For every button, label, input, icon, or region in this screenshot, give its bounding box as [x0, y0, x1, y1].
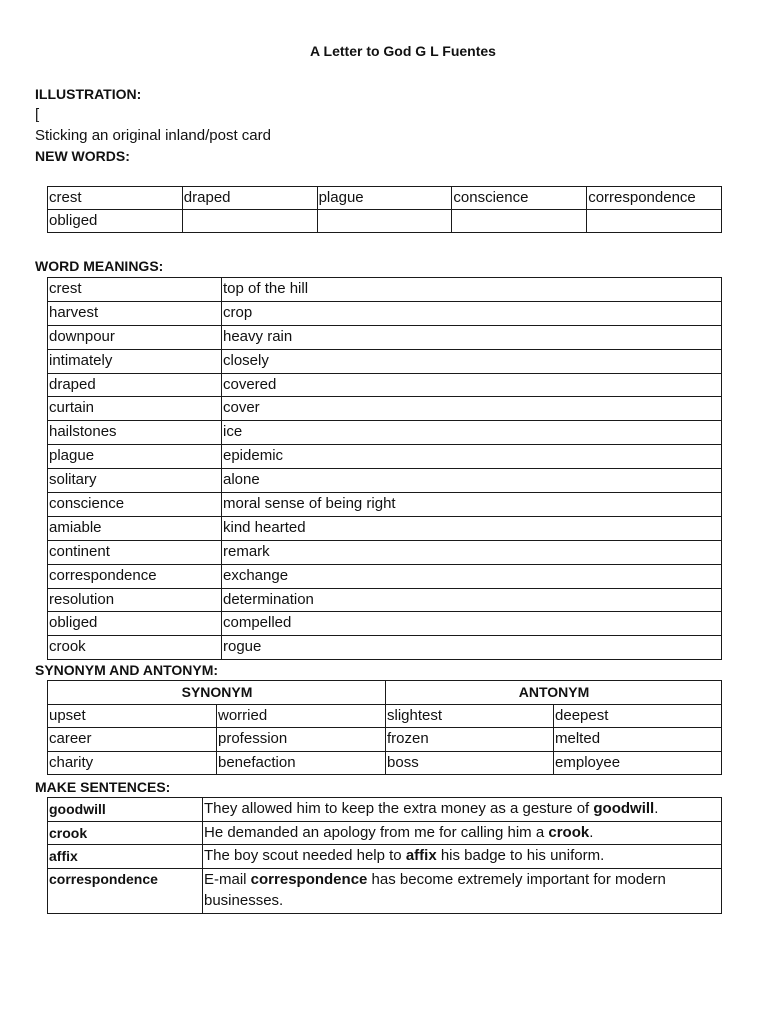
antonym: employee	[554, 751, 722, 775]
antonym-word: frozen	[386, 728, 554, 752]
meaning-word: resolution	[48, 588, 222, 612]
meaning-definition: heavy rain	[222, 325, 722, 349]
table-row	[48, 704, 722, 728]
table-row	[48, 349, 722, 373]
meaning-word: amiable	[48, 516, 222, 540]
sentence-keyword: correspondence	[250, 870, 368, 888]
synonym-word: upset	[48, 704, 217, 728]
meaning-definition: closely	[222, 349, 722, 373]
make-sentences-table	[47, 797, 722, 914]
table-row	[48, 445, 722, 469]
new-word-cell: conscience	[452, 187, 587, 210]
antonym-header: ANTONYM	[386, 681, 722, 705]
meaning-word: curtain	[48, 397, 222, 421]
meaning-word: correspondence	[48, 564, 222, 588]
sentence-part: .	[589, 823, 594, 841]
synonym: profession	[217, 728, 386, 752]
antonym: melted	[554, 728, 722, 752]
sentence-word: crook	[48, 821, 203, 845]
sentence-part: has become extremely important for modern businesses.	[204, 870, 666, 909]
new-words-table	[47, 186, 722, 233]
meaning-definition: rogue	[222, 636, 722, 660]
meaning-definition: alone	[222, 469, 722, 493]
synonym-word: career	[48, 728, 217, 752]
antonym-word: slightest	[386, 704, 554, 728]
new-word-cell	[182, 210, 317, 233]
table-row	[48, 564, 722, 588]
table-row	[48, 798, 722, 822]
meaning-word: crest	[48, 278, 222, 302]
synonym-word: charity	[48, 751, 217, 775]
synonym-header: SYNONYM	[48, 681, 386, 705]
synonym-antonym-header-row	[48, 681, 722, 705]
table-row	[48, 301, 722, 325]
synonym: worried	[217, 704, 386, 728]
table-row	[48, 845, 722, 869]
antonym: deepest	[554, 704, 722, 728]
new-word-cell: obliged	[48, 210, 183, 233]
sentence-part: They allowed him to keep the extra money as a gesture of	[204, 800, 594, 817]
table-row	[48, 397, 722, 421]
meaning-definition: epidemic	[222, 445, 722, 469]
meaning-word: obliged	[48, 612, 222, 636]
meaning-definition: ice	[222, 421, 722, 445]
new-word-cell: crest	[48, 187, 183, 210]
meaning-definition: crop	[222, 301, 722, 325]
table-row	[48, 728, 722, 752]
sentence-part: The boy scout needed help to	[204, 847, 406, 864]
make-sentences-heading: MAKE SENTENCES:	[35, 779, 171, 795]
sentence-keyword: crook	[548, 823, 590, 841]
table-row	[48, 516, 722, 540]
meaning-definition: remark	[222, 540, 722, 564]
new-word-cell	[452, 210, 587, 233]
meaning-word: conscience	[48, 493, 222, 517]
table-row	[48, 821, 722, 845]
table-row	[48, 868, 722, 913]
table-row	[48, 540, 722, 564]
word-meanings-heading: WORD MEANINGS:	[35, 258, 164, 274]
meaning-definition: exchange	[222, 564, 722, 588]
antonym-word: boss	[386, 751, 554, 775]
meaning-word: continent	[48, 540, 222, 564]
meaning-definition: cover	[222, 397, 722, 421]
meaning-word: solitary	[48, 469, 222, 493]
meaning-definition: determination	[222, 588, 722, 612]
meaning-definition: compelled	[222, 612, 722, 636]
illustration-heading: ILLUSTRATION:	[35, 86, 142, 102]
word-meanings-table	[47, 277, 722, 660]
sentence-text	[203, 821, 722, 845]
new-word-cell	[317, 210, 452, 233]
new-word-cell: draped	[182, 187, 317, 210]
illustration-note: Sticking an original inland/post card	[35, 127, 271, 144]
sentence-part: E-mail	[204, 870, 251, 888]
new-word-cell: plague	[317, 187, 452, 210]
table-row	[48, 325, 722, 349]
sentence-word: correspondence	[48, 868, 203, 913]
table-row	[48, 493, 722, 517]
sentence-text	[203, 798, 722, 822]
sentence-keyword: goodwill	[593, 800, 655, 817]
meaning-word: plague	[48, 445, 222, 469]
sentence-word: goodwill	[48, 798, 203, 822]
sentence-text	[203, 845, 722, 869]
page-title: A Letter to God G L Fuentes	[310, 43, 496, 59]
table-row	[48, 612, 722, 636]
illustration-bracket: [	[35, 106, 40, 123]
new-words-heading: NEW WORDS:	[35, 148, 130, 164]
meaning-definition: top of the hill	[222, 278, 722, 302]
table-row	[48, 421, 722, 445]
meaning-definition: kind hearted	[222, 516, 722, 540]
synonym: benefaction	[217, 751, 386, 775]
table-row	[48, 210, 722, 233]
synonym-antonym-table	[47, 680, 722, 775]
meaning-word: harvest	[48, 301, 222, 325]
sentence-text	[203, 868, 722, 913]
meaning-definition: moral sense of being right	[222, 493, 722, 517]
meaning-word: downpour	[48, 325, 222, 349]
table-row	[48, 751, 722, 775]
sentence-part: He demanded an apology from me for calling him a	[204, 823, 549, 841]
new-word-cell	[587, 210, 722, 233]
meaning-word: intimately	[48, 349, 222, 373]
meaning-word: crook	[48, 636, 222, 660]
meaning-word: hailstones	[48, 421, 222, 445]
table-row	[48, 636, 722, 660]
table-row	[48, 187, 722, 210]
meaning-word: draped	[48, 373, 222, 397]
table-row	[48, 588, 722, 612]
sentence-word: affix	[48, 845, 203, 869]
synonym-antonym-heading: SYNONYM AND ANTONYM:	[35, 662, 219, 678]
sentence-keyword: affix	[405, 847, 437, 864]
table-row	[48, 278, 722, 302]
meaning-definition: covered	[222, 373, 722, 397]
table-row	[48, 469, 722, 493]
sentence-part: his badge to his uniform.	[436, 847, 605, 864]
sentence-part: .	[654, 800, 659, 817]
new-word-cell: correspondence	[587, 187, 722, 210]
table-row	[48, 373, 722, 397]
